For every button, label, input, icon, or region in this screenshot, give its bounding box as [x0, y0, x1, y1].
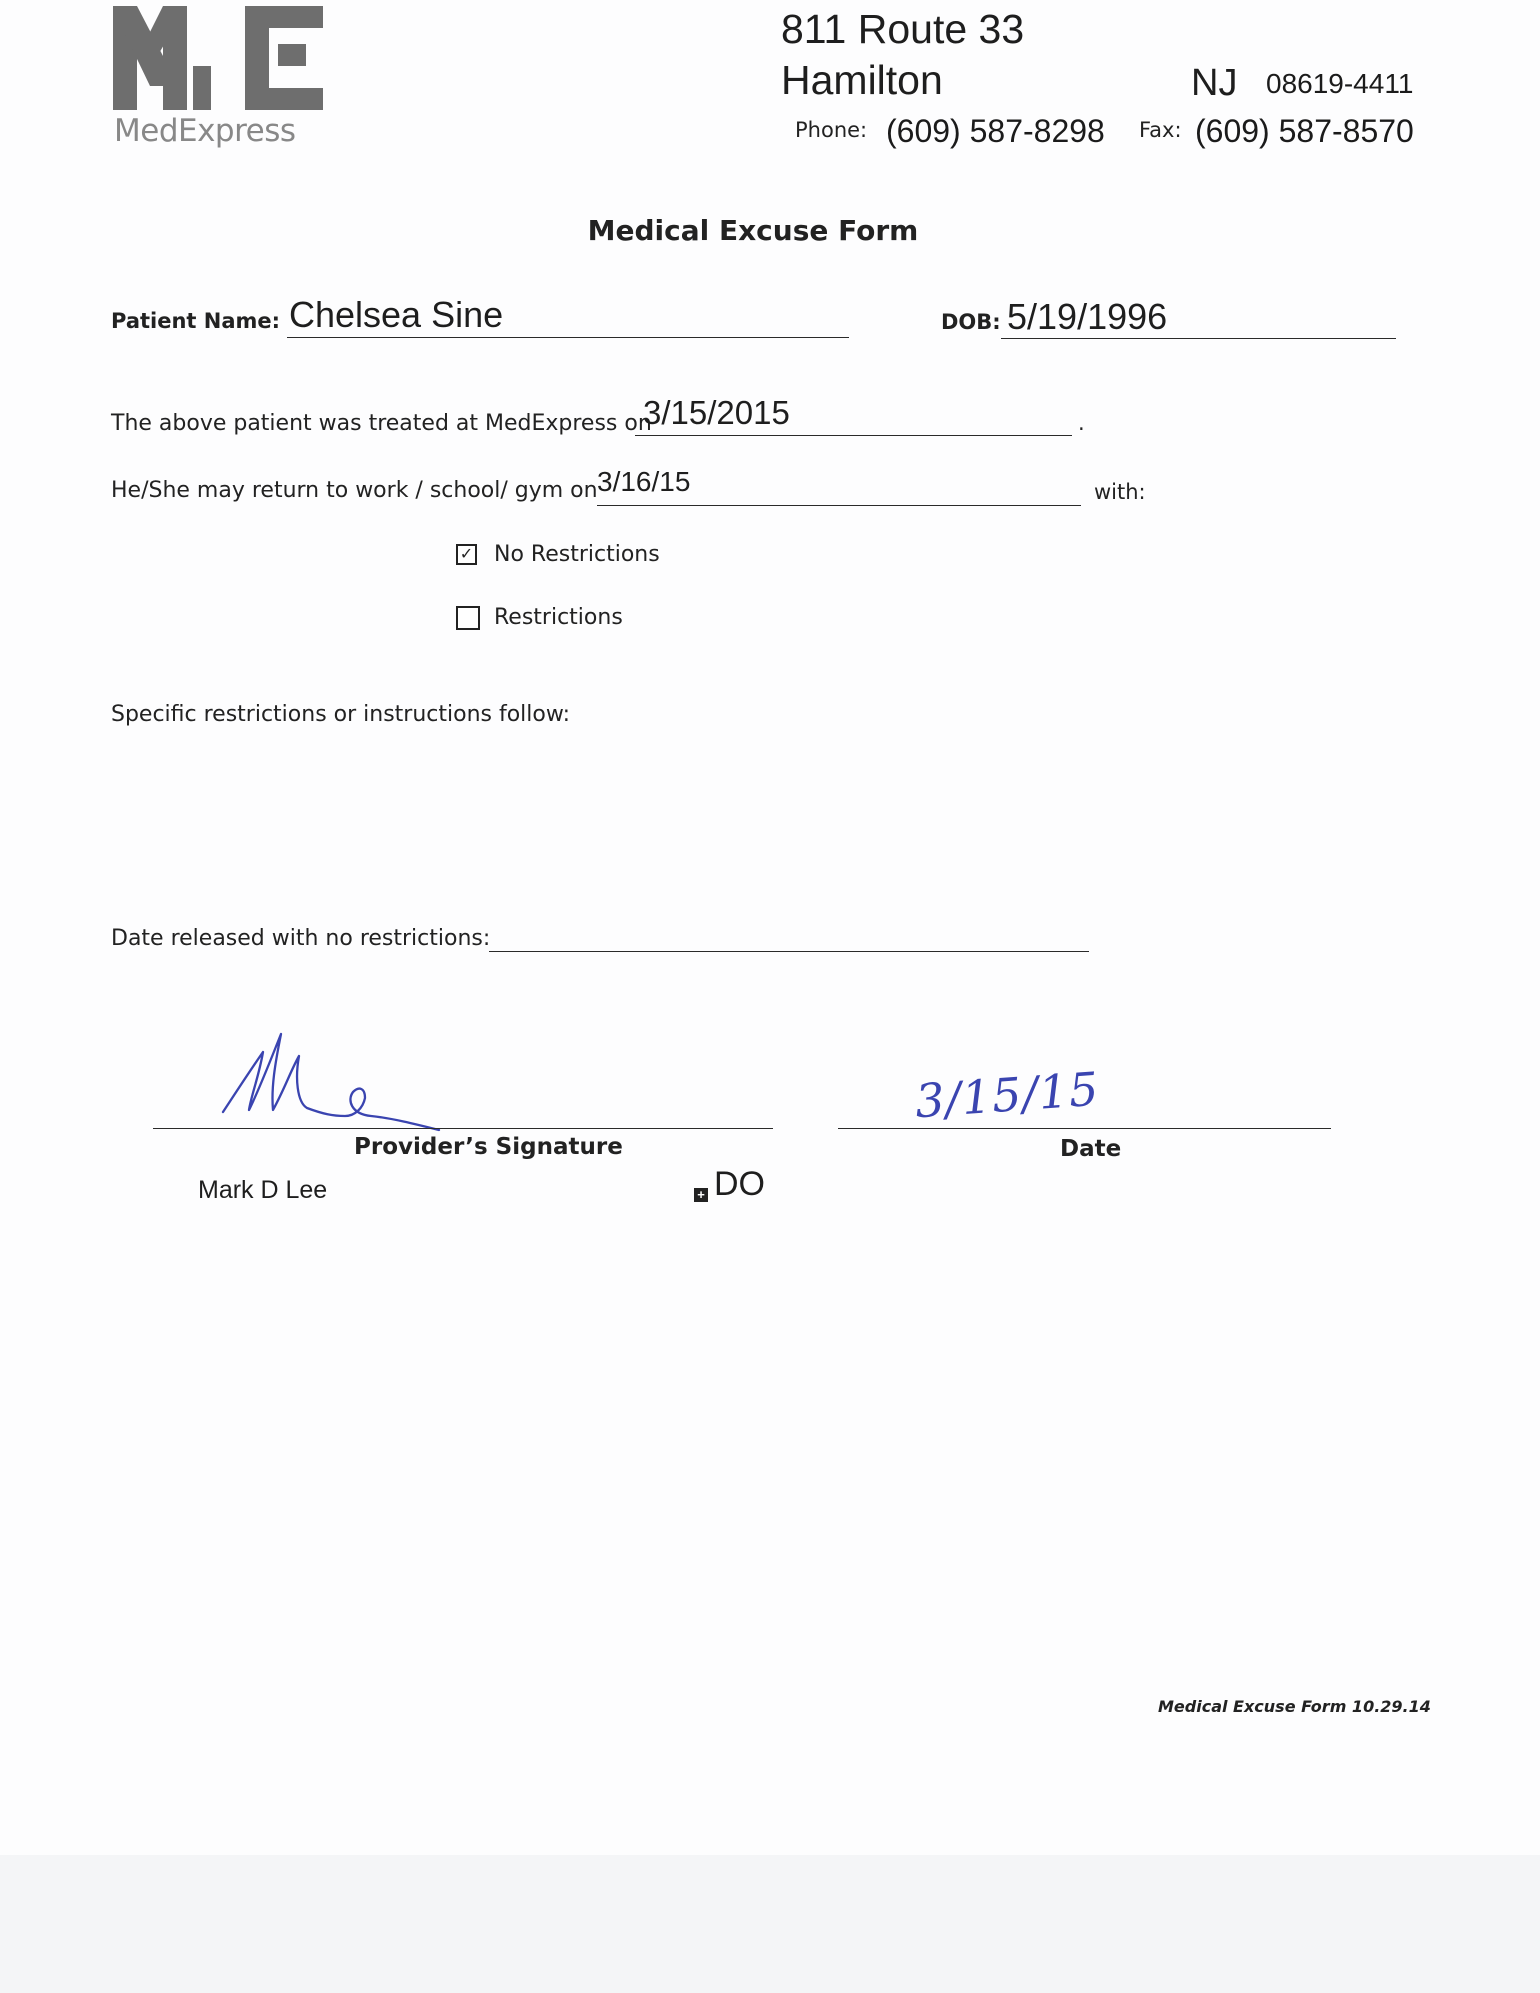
with-label: with: — [1094, 480, 1146, 504]
treated-date: 3/15/2015 — [643, 394, 790, 431]
restrictions-label: Restrictions — [494, 605, 623, 630]
date-line — [838, 1128, 1331, 1129]
fax-label: Fax: — [1139, 118, 1182, 142]
handwritten-date: 3/15/15 — [913, 1061, 1102, 1129]
plus-icon: + — [694, 1188, 708, 1202]
return-date: 3/16/15 — [597, 466, 691, 497]
treated-label: The above patient was treated at MedExpress on — [111, 411, 652, 436]
treated-period: . — [1078, 411, 1085, 435]
restrictions-checkbox[interactable] — [456, 606, 480, 630]
phone-label: Phone: — [795, 118, 868, 142]
patient-name-value: Chelsea Sine — [289, 294, 504, 335]
dob-line — [1001, 338, 1396, 339]
form-title: Medical Excuse Form — [587, 214, 919, 247]
no-restrictions-checkbox[interactable]: ✓ — [456, 544, 477, 565]
specific-instructions-label: Specific restrictions or instructions follow: — [111, 702, 571, 727]
scan-bottom-margin — [0, 1855, 1540, 1993]
clinic-city: Hamilton — [781, 57, 943, 103]
provider-signature — [215, 1026, 445, 1136]
medexpress-logo — [113, 6, 323, 112]
date-label: Date — [1060, 1136, 1122, 1162]
clinic-address: 811 Route 33 — [781, 6, 1025, 52]
form-version-footer: Medical Excuse Form 10.29.14 — [1158, 1697, 1431, 1716]
provider-credential: DO — [714, 1165, 765, 1203]
return-label: He/She may return to work / school/ gym on — [111, 478, 598, 503]
patient-name-label: Patient Name: — [111, 309, 281, 333]
treated-line — [635, 435, 1072, 436]
released-label: Date released with no restrictions: — [111, 926, 491, 951]
dob-value: 5/19/1996 — [1007, 296, 1168, 337]
clinic-fax: (609) 587-8570 — [1195, 113, 1414, 149]
provider-name: Mark D Lee — [198, 1176, 328, 1204]
return-line — [597, 505, 1081, 506]
signature-line — [153, 1128, 773, 1129]
dob-label: DOB: — [941, 310, 1001, 334]
logo-text: MedExpress — [114, 113, 296, 149]
clinic-zip: 08619-4411 — [1266, 68, 1414, 99]
patient-name-line — [287, 337, 849, 338]
signature-label: Provider’s Signature — [354, 1134, 623, 1160]
no-restrictions-label: No Restrictions — [494, 542, 660, 567]
released-line — [489, 951, 1089, 952]
clinic-phone: (609) 587-8298 — [886, 113, 1105, 149]
clinic-state: NJ — [1191, 62, 1238, 104]
